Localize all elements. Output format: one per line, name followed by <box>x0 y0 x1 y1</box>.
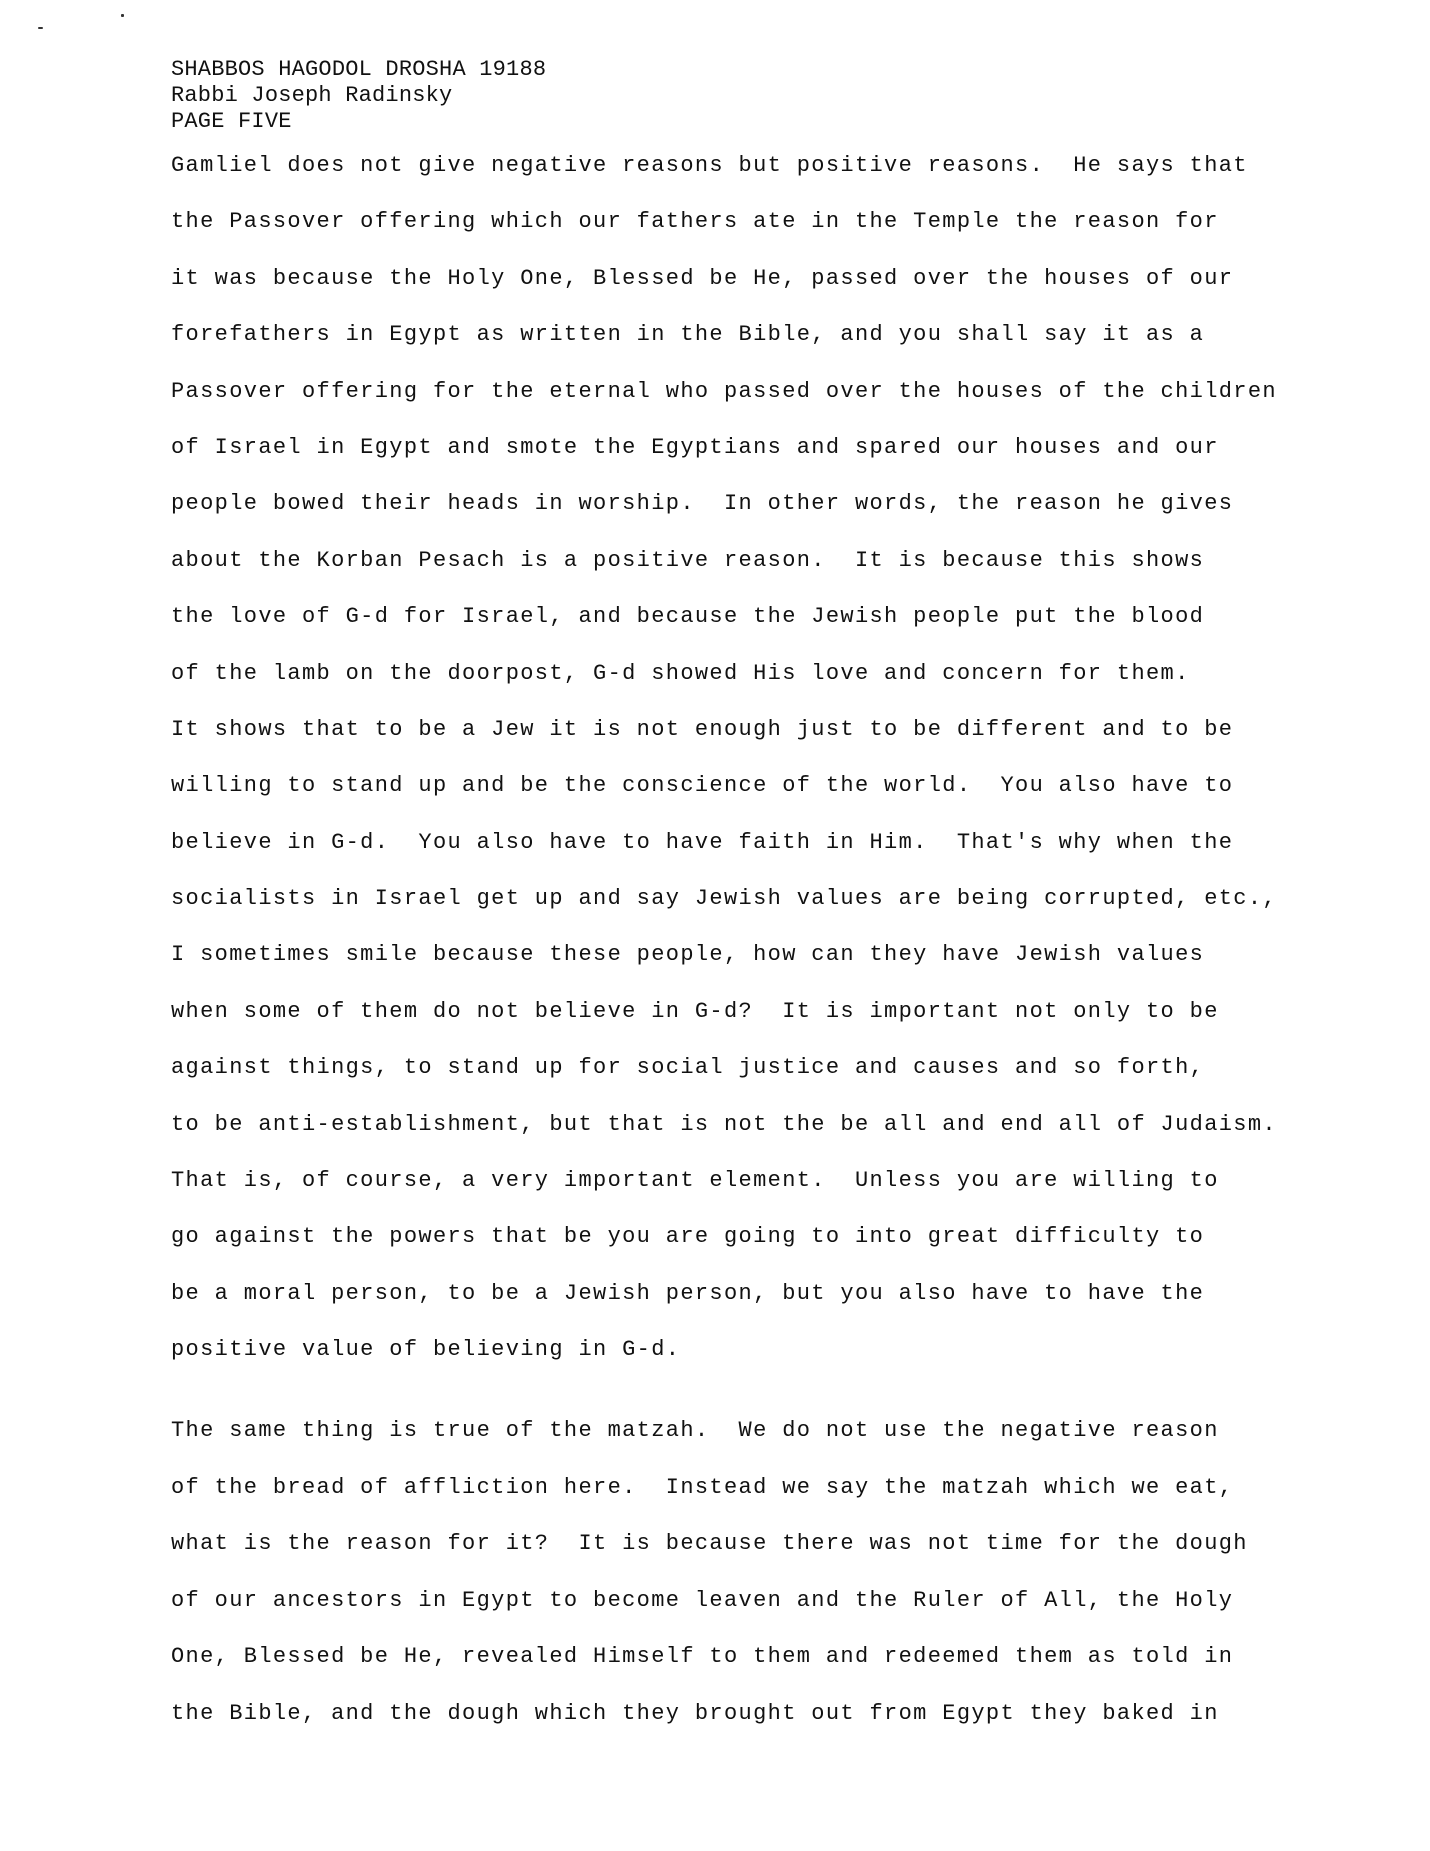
text-line: the love of G-d for Israel, and because the Jewish people put the blood <box>171 604 1205 630</box>
text-line: what is the reason for it? It is because there was not time for the dough <box>171 1531 1248 1557</box>
page-label: PAGE FIVE <box>171 109 292 134</box>
document-header <box>171 57 546 135</box>
text-line: it was because the Holy One, Blessed be He, passed over the houses of our <box>171 265 1234 291</box>
text-line: the Bible, and the dough which they brought out from Egypt they baked in <box>171 1700 1219 1726</box>
text-line: willing to stand up and be the conscience of the world. You also have to <box>171 773 1234 799</box>
text-line: the Passover offering which our fathers ate in the Temple the reason for <box>171 209 1219 235</box>
text-line: people bowed their heads in worship. In other words, the reason he gives <box>171 491 1234 517</box>
scan-speck <box>121 14 124 17</box>
text-line: of our ancestors in Egypt to become leaven and the Ruler of All, the Holy <box>171 1587 1234 1613</box>
text-line: Gamliel does not give negative reasons but positive reasons. He says that <box>171 153 1248 178</box>
text-line: go against the powers that be you are going to into great difficulty to <box>171 1224 1205 1250</box>
text-line: against things, to stand up for social justice and causes and so forth, <box>171 1055 1205 1081</box>
text-line: I sometimes smile because these people, how can they have Jewish values <box>171 942 1205 968</box>
text-line: positive value of believing in G-d. <box>171 1337 681 1363</box>
text-line: when some of them do not believe in G-d? It is important not only to be <box>171 998 1219 1024</box>
document-title: SHABBOS HAGODOL DROSHA 19188 <box>171 57 547 82</box>
text-line: to be anti-establishment, but that is not the be all and end all of Judaism. <box>171 1111 1277 1137</box>
paragraph-2 <box>171 1411 1248 1751</box>
text-line: be a moral person, to be a Jewish person, but you also have to have the <box>171 1280 1205 1306</box>
text-line: socialists in Israel get up and say Jewish values are being corrupted, etc., <box>171 886 1277 912</box>
text-line: It shows that to be a Jew it is not enough just to be different and to be <box>171 716 1234 742</box>
text-line: The same thing is true of the matzah. We do not use the negative reason <box>171 1418 1219 1443</box>
paragraph-1 <box>171 146 1277 1387</box>
document-author: Rabbi Joseph Radinsky <box>171 83 453 108</box>
text-line: about the Korban Pesach is a positive reason. It is because this shows <box>171 547 1205 573</box>
text-line: forefathers in Egypt as written in the Bible, and you shall say it as a <box>171 322 1205 348</box>
text-line: of the bread of affliction here. Instead we say the matzah which we eat, <box>171 1474 1234 1500</box>
text-line: of the lamb on the doorpost, G-d showed His love and concern for them. <box>171 660 1190 686</box>
text-line: One, Blessed be He, revealed Himself to them and redeemed them as told in <box>171 1644 1234 1670</box>
text-line: That is, of course, a very important element. Unless you are willing to <box>171 1168 1219 1194</box>
text-line: believe in G-d. You also have to have faith in Him. That's why when the <box>171 829 1234 855</box>
text-line: Passover offering for the eternal who passed over the houses of the children <box>171 378 1277 404</box>
scan-speck <box>38 27 43 29</box>
text-line: of Israel in Egypt and smote the Egyptians and spared our houses and our <box>171 434 1219 460</box>
